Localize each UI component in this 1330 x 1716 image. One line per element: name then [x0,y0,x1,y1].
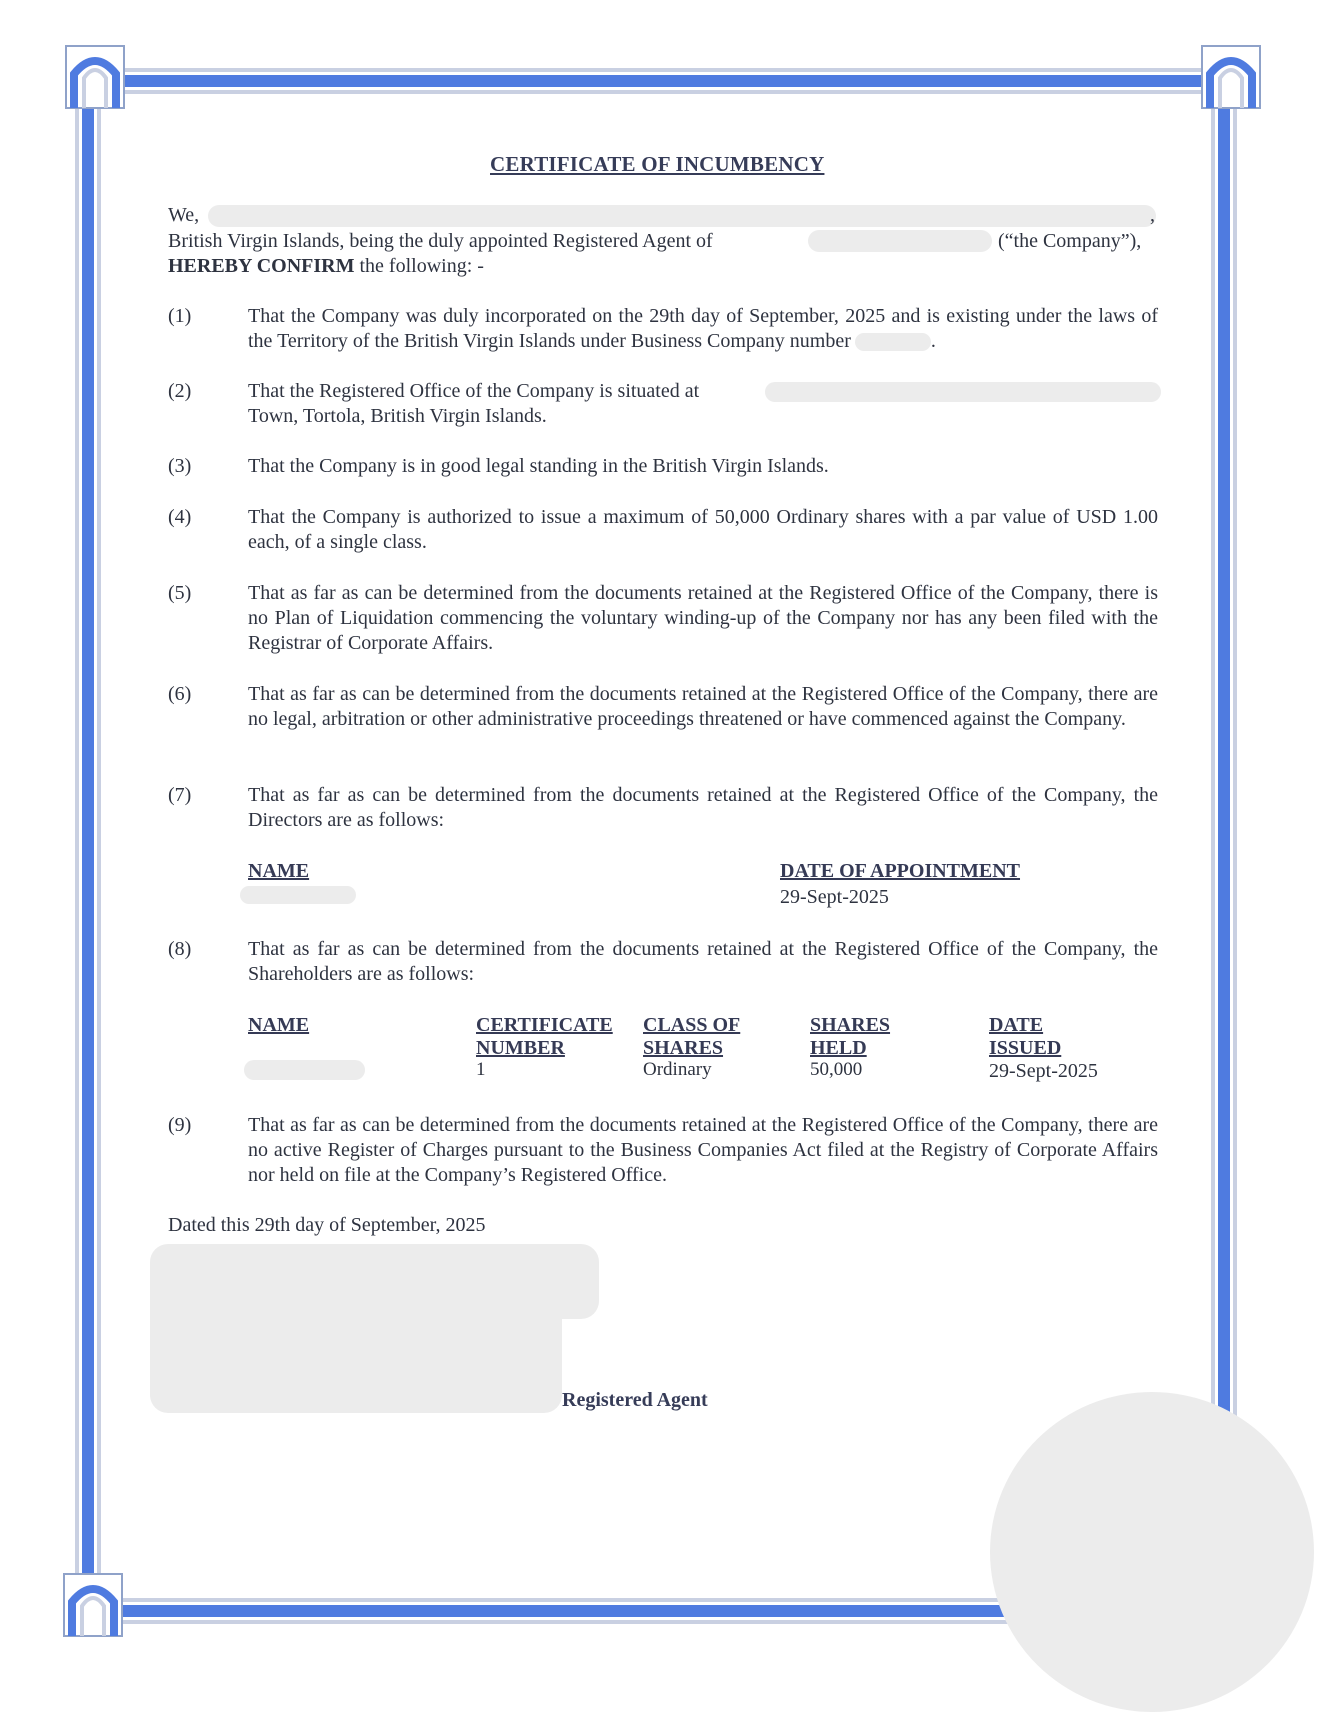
redacted-company-name [808,230,992,252]
shareholders-header-class: CLASS OF [643,1014,741,1036]
document-title: CERTIFICATE OF INCUMBENCY [490,152,825,176]
item-number: (8) [168,938,192,960]
shareholder-class: Ordinary [643,1059,712,1080]
item-1-text-a: That the Company was duly incorporated on the 29th day of September, 2025 and is existing under the laws of the Territory of the British Virgin Islands under Business Company number [248,305,1158,352]
item-number: (1) [168,305,192,327]
hereby-confirm: HEREBY CONFIRM [168,255,355,277]
item-number: (4) [168,506,192,528]
item-4-text: That the Company is authorized to issue a maximum of 50,000 Ordinary shares with a par value of USD 1.00 each, of a single class. [248,506,1158,553]
shareholder-shares-held: 50,000 [810,1059,863,1080]
redacted-director-name [240,886,356,904]
item-number: (9) [168,1114,192,1136]
intro-we: We, [168,204,200,226]
intro-confirm [168,254,484,279]
intro-line2: British Virgin Islands, being the duly appointed Registered Agent of [168,230,713,252]
intro-the-company: (“the Company”), [998,230,1142,252]
shareholder-date-issued: 29-Sept-2025 [989,1060,1098,1082]
item-2-text-a: That the Registered Office of the Company is situated at [248,380,700,402]
item-number: (3) [168,455,192,477]
border-right [1211,90,1237,1420]
shareholders-header-name: NAME [248,1014,310,1036]
item-number: (2) [168,380,192,402]
item-9-text: That as far as can be determined from the documents retained at the Registered Office of the Company, there are no active Register of Charges pursuant to the Business Companies Act filed at the Registry of Corporate Affairs nor held on file at the Company’s Registered Office. [248,1114,1158,1186]
signature-label: Registered Agent [562,1389,708,1411]
redacted-shareholder-name [244,1060,365,1080]
shareholders-header-shares: SHARES [810,1014,891,1036]
item-2-text-b: Town, Tortola, British Virgin Islands. [248,405,547,427]
director-appointment-date: 29-Sept-2025 [780,886,889,908]
directors-header-name: NAME [248,860,310,882]
shareholders-header-class-2: SHARES [643,1037,724,1059]
confirm-rest: the following: - [359,255,484,277]
redacted-signature-lower [150,1300,562,1413]
redacted-company-number [855,333,931,351]
intro-comma: , [1150,204,1155,226]
shareholders-header-date: DATE [989,1014,1044,1036]
item-7-text: That as far as can be determined from the documents retained at the Registered Office of the Company, the Directors are as follows: [248,784,1158,831]
redacted-office-address [765,382,1161,402]
item-3-text: That the Company is in good legal standing in the British Virgin Islands. [248,455,829,477]
corner-ornament-top-right [1200,44,1262,110]
item-number: (7) [168,784,192,806]
item-6-text: That as far as can be determined from the documents retained at the Registered Office of the Company, there are no legal, arbitration or other administrative proceedings threatened or have commenced against the Company. [248,683,1158,730]
redacted-agent-name [208,205,1156,227]
shareholders-header-certificate: CERTIFICATE [476,1014,613,1036]
shareholder-certificate-number: 1 [476,1059,486,1080]
directors-header-date: DATE OF APPOINTMENT [780,860,1021,882]
shareholders-header-shares-2: HELD [810,1037,867,1059]
border-bottom [100,1598,1060,1624]
item-1-text [248,304,1158,354]
item-number: (5) [168,582,192,604]
border-left [75,90,101,1630]
item-number: (6) [168,683,192,705]
shareholders-header-certificate-2: NUMBER [476,1037,565,1059]
corner-ornament-top-left [64,44,126,110]
item-8-text: That as far as can be determined from the documents retained at the Registered Office of the Company, the Shareholders are as follows: [248,938,1158,985]
item-1-text-b: . [930,330,936,352]
shareholders-header-date-2: ISSUED [989,1037,1062,1059]
item-5-text: That as far as can be determined from the documents retained at the Registered Office of the Company, there is no Plan of Liquidation commencing the voluntary winding-up of the Company nor has any been filed with the Registrar of Corporate Affairs. [248,582,1158,654]
redacted-seal [990,1392,1314,1712]
dated-line: Dated this 29th day of September, 2025 [168,1214,486,1236]
border-top [100,68,1210,94]
corner-ornament-bottom-left [62,1572,124,1638]
